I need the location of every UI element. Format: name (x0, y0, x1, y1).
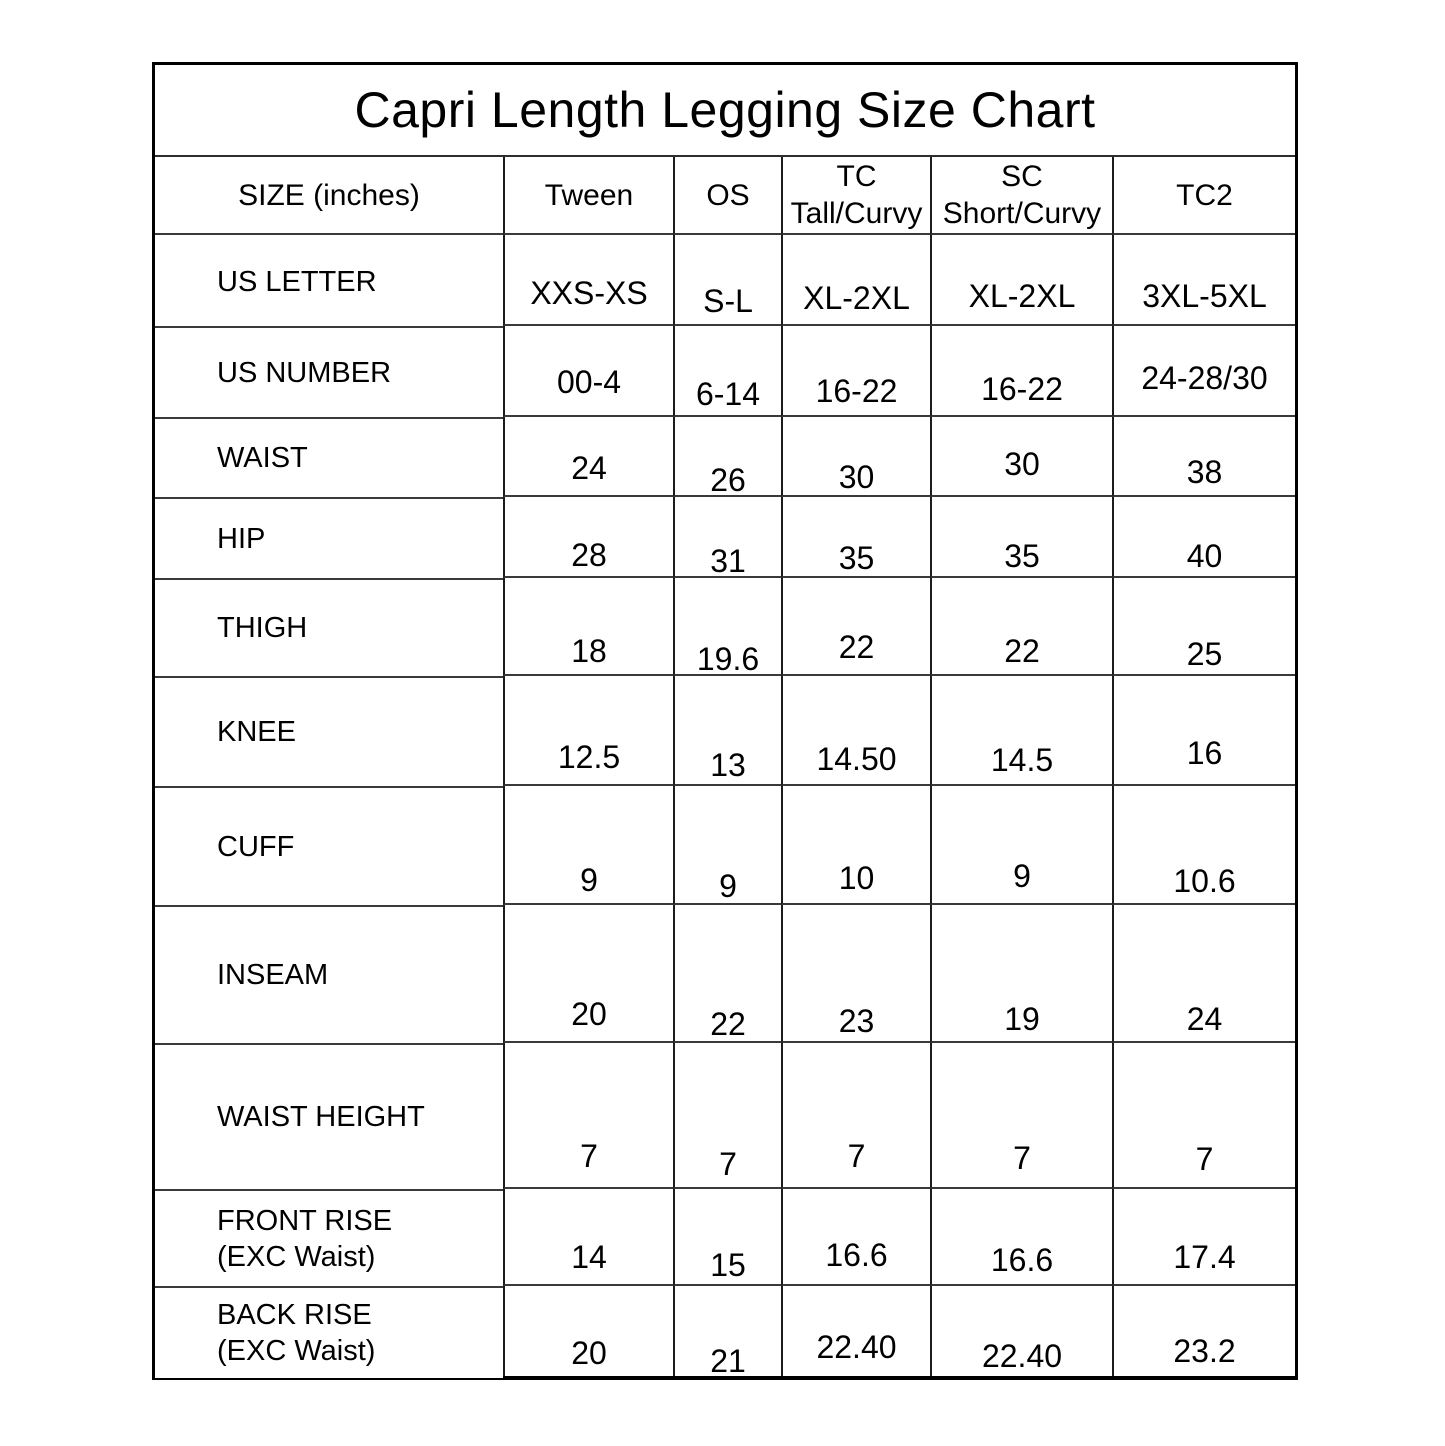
cell-cuff-tc2 (1112, 786, 1295, 905)
cell-knee-os (673, 676, 781, 786)
column-header-tc2 (1112, 157, 1295, 235)
cell-value: 16-22 (815, 372, 898, 409)
cell-value: 22 (710, 1005, 746, 1042)
cell-value: 26 (710, 461, 746, 497)
cell-waist-tween (503, 417, 673, 497)
cell-thigh-tc2 (1112, 578, 1295, 676)
column-header-line1: SIZE (inches) (238, 178, 420, 212)
cell-value: 40 (1186, 537, 1223, 574)
cell-value: 7 (580, 1137, 598, 1174)
column-header-tween (503, 157, 673, 235)
row-label-knee (155, 678, 503, 788)
column-header-line1: SC (1001, 160, 1043, 193)
row-label-line1: THIGH (217, 612, 308, 644)
cell-value: 23 (838, 1002, 875, 1039)
cell-thigh-os (673, 578, 781, 676)
row-label-back-rise (155, 1288, 503, 1378)
cell-us-number-os (673, 326, 781, 417)
row-label-thigh (155, 580, 503, 678)
cell-value: 16.6 (825, 1236, 888, 1273)
row-label-inseam (155, 907, 503, 1045)
row-label-line2: (EXC Waist) (217, 1335, 376, 1367)
cell-value: XXS-XS (530, 274, 648, 311)
row-label-waist-height (155, 1045, 503, 1191)
cell-value: 23.2 (1173, 1332, 1236, 1369)
cell-value: 16-22 (981, 370, 1063, 407)
row-label-cuff (155, 788, 503, 907)
cell-value: 10.6 (1173, 862, 1236, 899)
cell-knee-tc (781, 676, 930, 786)
cell-value: 30 (838, 458, 875, 495)
cell-value: 24 (571, 449, 607, 486)
cell-hip-os (673, 497, 781, 578)
cell-value: 20 (571, 995, 607, 1032)
cell-us-number-sc (930, 326, 1112, 417)
cell-value: 9 (719, 867, 737, 904)
row-label-line2: (EXC Waist) (217, 1240, 376, 1273)
cell-waist-sc (930, 417, 1112, 497)
cell-value: 7 (719, 1145, 737, 1182)
cell-value: 14 (571, 1238, 607, 1275)
cell-value: 9 (1013, 857, 1031, 894)
cell-waist-height-sc (930, 1043, 1112, 1189)
cell-hip-sc (930, 497, 1112, 578)
column-header-line1: OS (706, 178, 750, 212)
cell-value: 19 (1004, 1000, 1040, 1037)
cell-value: 15 (710, 1246, 746, 1283)
column-header-os (673, 157, 781, 235)
cell-value: 17.4 (1173, 1238, 1236, 1275)
chart-title: Capri Length Legging Size Chart (354, 82, 1096, 138)
cell-front-rise-tc (781, 1189, 930, 1286)
cell-waist-height-tween (503, 1043, 673, 1189)
row-label-line1: WAIST HEIGHT (217, 1101, 425, 1133)
row-label-line1: KNEE (217, 716, 296, 748)
cell-value: 9 (580, 861, 598, 898)
cell-value: 22.40 (816, 1328, 897, 1365)
cell-us-letter-os (673, 235, 781, 326)
cell-front-rise-sc (930, 1189, 1112, 1286)
cell-value: 7 (1013, 1139, 1031, 1176)
cell-value: 10 (838, 859, 875, 896)
cell-back-rise-tc2 (1112, 1286, 1295, 1376)
cell-us-number-tc2 (1112, 326, 1295, 417)
cell-value: 22 (1004, 632, 1040, 669)
cell-value: 16.6 (990, 1241, 1054, 1278)
cell-value: 00-4 (556, 363, 622, 400)
column-header-line1: TC2 (1176, 178, 1233, 212)
cell-value: 35 (1004, 537, 1040, 574)
cell-value: 35 (838, 539, 875, 576)
cell-value: 16 (1186, 734, 1223, 771)
cell-value: 31 (710, 542, 746, 578)
cell-value: 12.5 (557, 738, 621, 775)
cell-value: 30 (1004, 445, 1040, 482)
cell-value: 24 (1186, 1000, 1223, 1037)
cell-hip-tween (503, 497, 673, 578)
row-label-line1: US NUMBER (217, 356, 392, 389)
cell-waist-height-tc (781, 1043, 930, 1189)
column-header-line2: Tall/Curvy (790, 197, 923, 230)
cell-us-number-tween (503, 326, 673, 417)
cell-value: 7 (847, 1137, 866, 1174)
cell-cuff-tween (503, 786, 673, 905)
cell-back-rise-os (673, 1286, 781, 1376)
cell-front-rise-os (673, 1189, 781, 1286)
row-label-hip (155, 499, 503, 580)
cell-inseam-os (673, 905, 781, 1043)
title-row (155, 65, 1295, 157)
cell-value: S-L (703, 282, 753, 319)
cell-inseam-tc2 (1112, 905, 1295, 1043)
cell-hip-tc (781, 497, 930, 578)
cell-value: XL-2XL (968, 277, 1076, 314)
cell-us-letter-sc (930, 235, 1112, 326)
cell-waist-os (673, 417, 781, 497)
cell-value: 28 (571, 536, 607, 573)
column-header-line2: Short/Curvy (942, 197, 1102, 230)
cell-waist-height-os (673, 1043, 781, 1189)
cell-value: 19.6 (696, 640, 760, 676)
cell-us-letter-tc2 (1112, 235, 1295, 326)
column-header-line1: TC (836, 160, 877, 193)
cell-front-rise-tc2 (1112, 1189, 1295, 1286)
cell-value: 22.40 (981, 1337, 1063, 1374)
row-label-waist (155, 419, 503, 499)
cell-value: 25 (1186, 635, 1223, 672)
cell-knee-tween (503, 676, 673, 786)
cell-value: 6-14 (695, 375, 761, 412)
cell-thigh-sc (930, 578, 1112, 676)
column-header-size (155, 157, 503, 235)
cell-cuff-sc (930, 786, 1112, 905)
cell-waist-height-tc2 (1112, 1043, 1295, 1189)
cell-inseam-sc (930, 905, 1112, 1043)
cell-value: XL-2XL (803, 279, 910, 316)
column-header-line1: Tween (544, 178, 634, 212)
cell-inseam-tween (503, 905, 673, 1043)
row-label-line1: BACK RISE (217, 1299, 372, 1331)
cell-value: 3XL-5XL (1142, 277, 1267, 314)
cell-waist-tc2 (1112, 417, 1295, 497)
cell-hip-tc2 (1112, 497, 1295, 578)
cell-us-letter-tween (503, 235, 673, 326)
cell-inseam-tc (781, 905, 930, 1043)
size-chart-table (152, 62, 1298, 1380)
row-label-line1: WAIST (217, 442, 308, 474)
cell-us-number-tc (781, 326, 930, 417)
cell-value: 22 (838, 628, 875, 665)
column-header-sc (930, 157, 1112, 235)
row-label-us-letter (155, 237, 503, 328)
cell-back-rise-tween (503, 1286, 673, 1376)
cell-value: 18 (571, 632, 607, 669)
cell-thigh-tc (781, 578, 930, 676)
cell-value: 21 (710, 1342, 746, 1376)
row-label-line1: FRONT RISE (217, 1204, 393, 1237)
cell-cuff-os (673, 786, 781, 905)
cell-thigh-tween (503, 578, 673, 676)
cell-value: 13 (710, 746, 746, 783)
row-label-line1: INSEAM (217, 959, 329, 991)
cell-knee-sc (930, 676, 1112, 786)
row-label-line1: CUFF (217, 830, 295, 863)
cell-knee-tc2 (1112, 676, 1295, 786)
cell-value: 14.5 (990, 741, 1054, 778)
cell-value: 24-28/30 (1141, 359, 1268, 396)
size-grid (155, 157, 1295, 1376)
cell-value: 7 (1195, 1140, 1214, 1177)
row-label-line1: HIP (217, 522, 266, 555)
cell-value: 20 (571, 1334, 607, 1371)
cell-back-rise-tc (781, 1286, 930, 1376)
cell-us-letter-tc (781, 235, 930, 326)
column-header-tc (781, 157, 930, 235)
row-label-front-rise (155, 1191, 503, 1288)
cell-cuff-tc (781, 786, 930, 905)
cell-front-rise-tween (503, 1189, 673, 1286)
cell-waist-tc (781, 417, 930, 497)
cell-value: 38 (1186, 453, 1223, 490)
row-label-line1: US LETTER (217, 265, 377, 298)
cell-value: 14.50 (816, 740, 897, 777)
cell-back-rise-sc (930, 1286, 1112, 1376)
row-label-us-number (155, 328, 503, 419)
